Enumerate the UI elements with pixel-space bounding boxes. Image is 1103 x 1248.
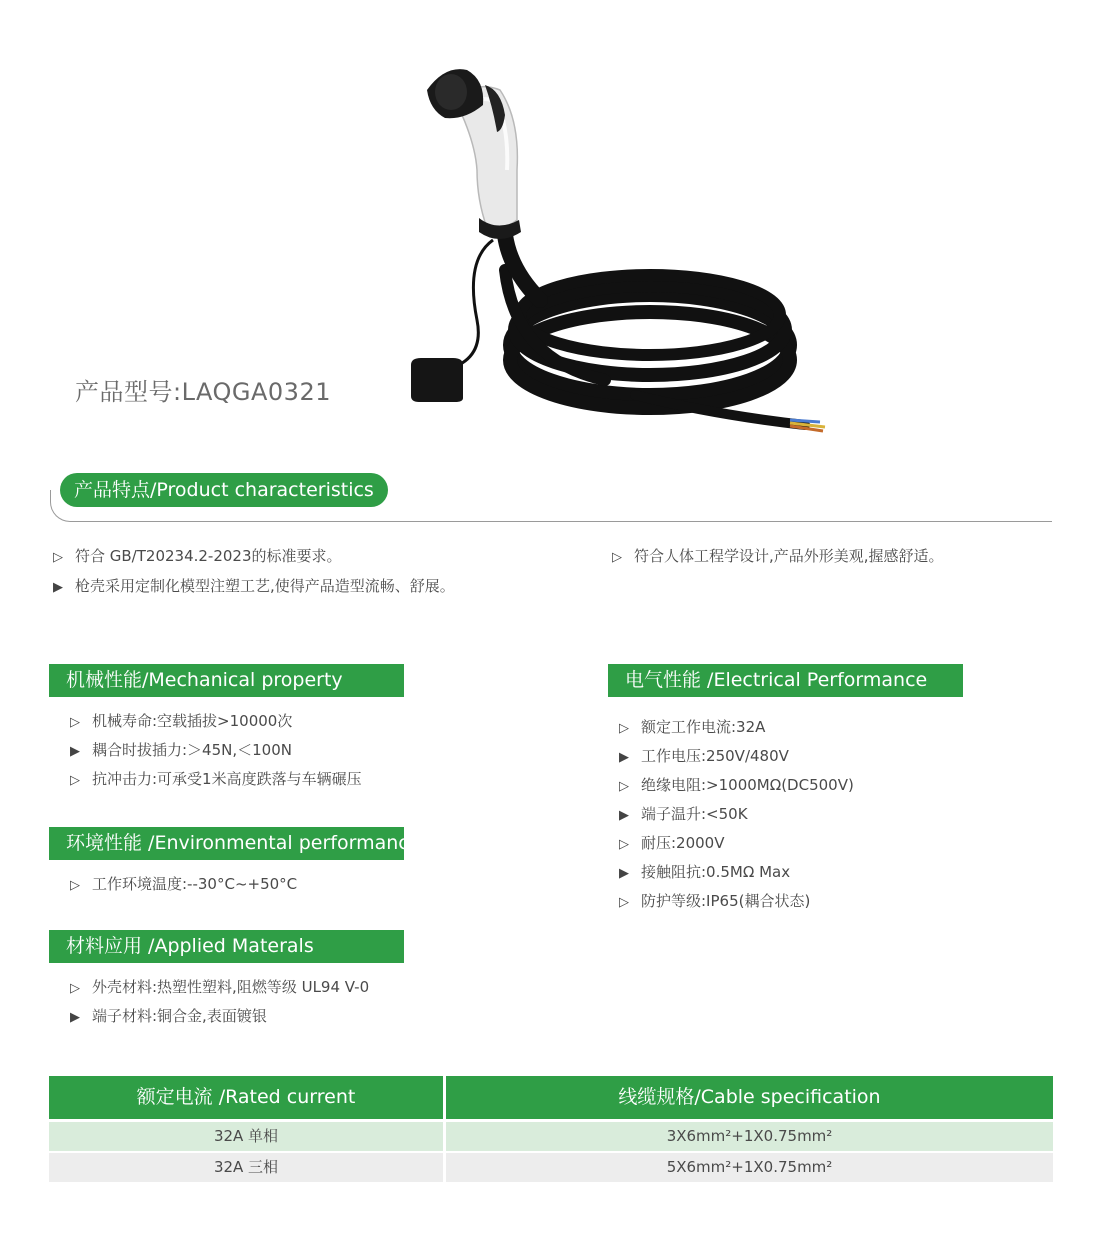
list-item: ▷ 额定工作电流:32A bbox=[619, 713, 854, 742]
table-cell: 5X6mm²+1X0.75mm² bbox=[446, 1153, 1053, 1182]
list-item: ▷ 工作环境温度:--30°C~+50°C bbox=[70, 870, 297, 899]
triangle-outline-icon: ▷ bbox=[70, 715, 80, 730]
ev-charging-gun-image bbox=[405, 60, 845, 440]
product-model: 产品型号:LAQGA0321 bbox=[75, 378, 331, 406]
rated-current-header: 额定电流 /Rated current bbox=[49, 1076, 443, 1119]
triangle-outline-icon: ▷ bbox=[70, 878, 80, 893]
triangle-outline-icon: ▷ bbox=[619, 721, 629, 736]
triangle-outline-icon: ▷ bbox=[53, 550, 63, 565]
list-item: ▷ 抗冲击力:可承受1米高度跌落与车辆碾压 bbox=[70, 765, 362, 794]
triangle-filled-icon: ▶ bbox=[619, 808, 629, 823]
table-row bbox=[49, 1122, 1053, 1151]
triangle-outline-icon: ▷ bbox=[619, 837, 629, 852]
materials-title: 材料应用 /Applied Materals bbox=[49, 930, 404, 963]
mechanical-title: 机械性能/Mechanical property bbox=[49, 664, 404, 697]
list-item: ▶ 接触阻抗:0.5MΩ Max bbox=[619, 858, 854, 887]
list-item: ▶ 工作电压:250V/480V bbox=[619, 742, 854, 771]
list-item: ▶ 耦合时拔插力:＞45N,＜100N bbox=[70, 736, 362, 765]
electrical-title: 电气性能 /Electrical Performance bbox=[608, 664, 963, 697]
list-item: ▷ 绝缘电阻:>1000MΩ(DC500V) bbox=[619, 771, 854, 800]
table-cell: 32A 单相 bbox=[49, 1122, 443, 1151]
table-header bbox=[49, 1076, 1053, 1119]
characteristics-left-list bbox=[53, 542, 455, 602]
mechanical-list bbox=[70, 707, 362, 794]
electrical-list bbox=[619, 713, 854, 916]
table-cell: 32A 三相 bbox=[49, 1153, 443, 1182]
list-item: ▷ 防护等级:IP65(耦合状态) bbox=[619, 887, 854, 916]
triangle-outline-icon: ▷ bbox=[70, 981, 80, 996]
table-cell: 3X6mm²+1X0.75mm² bbox=[446, 1122, 1053, 1151]
materials-list bbox=[70, 973, 369, 1031]
list-item: ▷ 耐压:2000V bbox=[619, 829, 854, 858]
triangle-filled-icon: ▶ bbox=[70, 744, 80, 759]
spec-table bbox=[49, 1076, 1053, 1182]
triangle-filled-icon: ▶ bbox=[619, 750, 629, 765]
list-item: ▶ 端子温升:<50K bbox=[619, 800, 854, 829]
environment-list bbox=[70, 870, 297, 899]
cable-spec-header: 线缆规格/Cable specification bbox=[446, 1076, 1053, 1119]
triangle-filled-icon: ▶ bbox=[619, 866, 629, 881]
list-item: ▷ 机械寿命:空载插拔>10000次 bbox=[70, 707, 362, 736]
list-item: ▷ 外壳材料:热塑性塑料,阻燃等级 UL94 V-0 bbox=[70, 973, 369, 1002]
list-item: ▷ 符合 GB/T20234.2-2023的标准要求。 bbox=[53, 542, 455, 572]
table-row bbox=[49, 1153, 1053, 1182]
characteristics-title: 产品特点/Product characteristics bbox=[60, 473, 388, 507]
list-item: ▶ 端子材料:铜合金,表面镀银 bbox=[70, 1002, 369, 1031]
triangle-outline-icon: ▷ bbox=[612, 550, 622, 565]
triangle-filled-icon: ▶ bbox=[70, 1010, 80, 1025]
characteristics-right-list bbox=[612, 542, 944, 572]
triangle-outline-icon: ▷ bbox=[619, 779, 629, 794]
environment-title: 环境性能 /Environmental performance bbox=[49, 827, 404, 860]
triangle-filled-icon: ▶ bbox=[53, 580, 63, 595]
triangle-outline-icon: ▷ bbox=[70, 773, 80, 788]
list-item: ▷ 符合人体工程学设计,产品外形美观,握感舒适。 bbox=[612, 542, 944, 572]
triangle-outline-icon: ▷ bbox=[619, 895, 629, 910]
list-item: ▶ 枪壳采用定制化模型注塑工艺,使得产品造型流畅、舒展。 bbox=[53, 572, 455, 602]
